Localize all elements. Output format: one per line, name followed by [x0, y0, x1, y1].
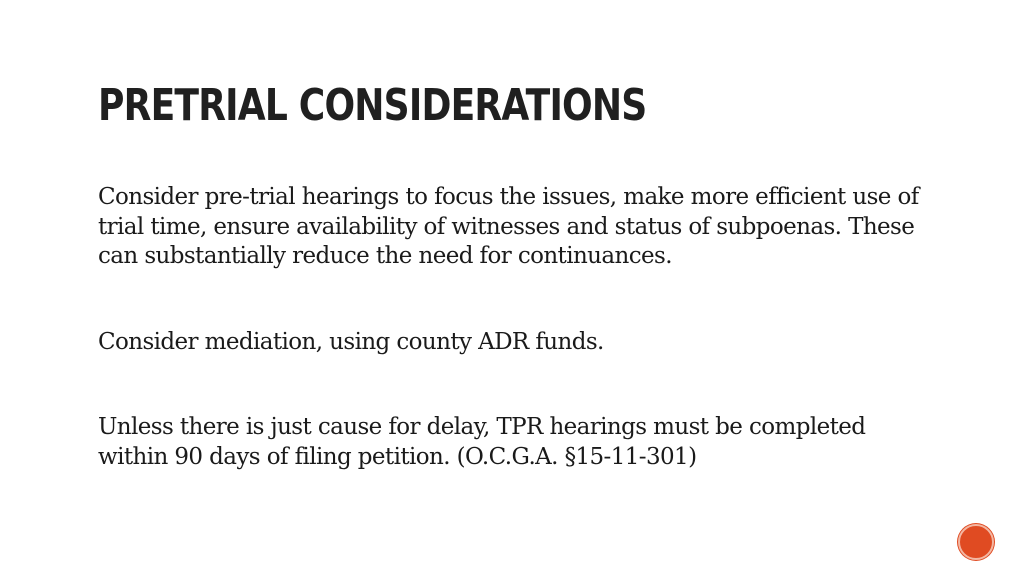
- slide-body: [98, 183, 928, 472]
- slide-number-badge: [958, 524, 994, 560]
- paragraph-pretrial-hearings: Consider pre-trial hearings to focus the issues, make more efficient use of trial time, ensure availability of witnesses and status of subpoenas. These can substantially reduce the need for continuances.: [98, 184, 919, 269]
- paragraph-tpr-deadline: Unless there is just cause for delay, TPR hearings must be completed within 90 days of filing petition. (O.C.G.A. §15-11-301): [98, 414, 866, 470]
- paragraph-mediation: Consider mediation, using county ADR funds.: [98, 328, 604, 355]
- slide-title: PRETRIAL CONSIDERATIONS: [98, 80, 647, 131]
